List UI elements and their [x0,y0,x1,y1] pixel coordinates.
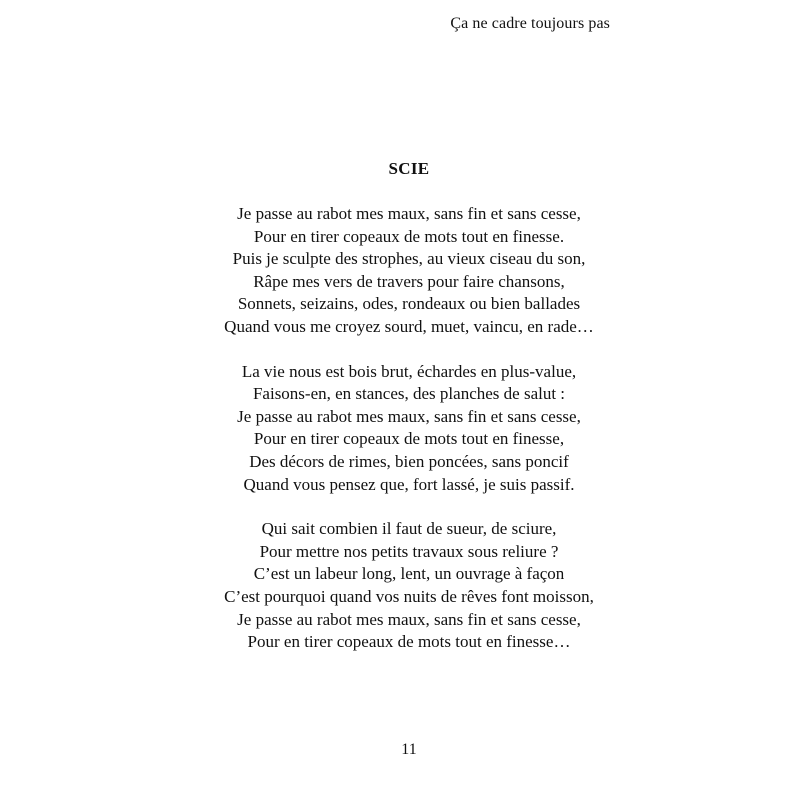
verse-line: Pour en tirer copeaux de mots tout en finesse, [253,429,565,449]
page-number: 11 [401,741,417,758]
verse-line: Qui sait combien il faut de sueur, de sciure, [261,519,557,539]
poem-title: SCIE [388,159,430,178]
stanza [0,361,800,497]
verse-line: Puis je sculpte des strophes, au vieux ciseau du son, [232,249,586,269]
verse-line: Des décors de rimes, bien poncées, sans poncif [249,451,569,471]
verse-line: Faisons-en, en stances, des planches de salut : [252,384,566,404]
verse-line: Pour mettre nos petits travaux sous reliure ? [259,541,559,561]
verse-line: Je passe au rabot mes maux, sans fin et sans cesse, [237,609,581,629]
stanza [0,518,800,654]
verse-line: Quand vous me croyez sourd, muet, vaincu, en rade… [224,316,594,336]
verse-line: La vie nous est bois brut, échardes en plus-value, [241,361,577,381]
verse-line: Je passe au rabot mes maux, sans fin et sans cesse, [237,406,581,426]
poem-body [0,203,800,676]
stanza [0,203,800,339]
running-header: Ça ne cadre toujours pas [450,15,610,32]
verse-line: Je passe au rabot mes maux, sans fin et sans cesse, [237,204,581,223]
verse-line: Quand vous pensez que, fort lassé, je suis passif. [243,474,575,494]
verse-line: C’est un labeur long, lent, un ouvrage à façon [253,564,565,584]
verse-line: Râpe mes vers de travers pour faire chansons, [253,271,565,291]
verse-line: Pour en tirer copeaux de mots tout en finesse. [253,226,565,246]
verse-line: Pour en tirer copeaux de mots tout en finesse… [247,632,571,652]
verse-line: C’est pourquoi quand vos nuits de rêves font moisson, [224,586,594,606]
verse-line: Sonnets, seizains, odes, rondeaux ou bien ballades [237,294,581,314]
